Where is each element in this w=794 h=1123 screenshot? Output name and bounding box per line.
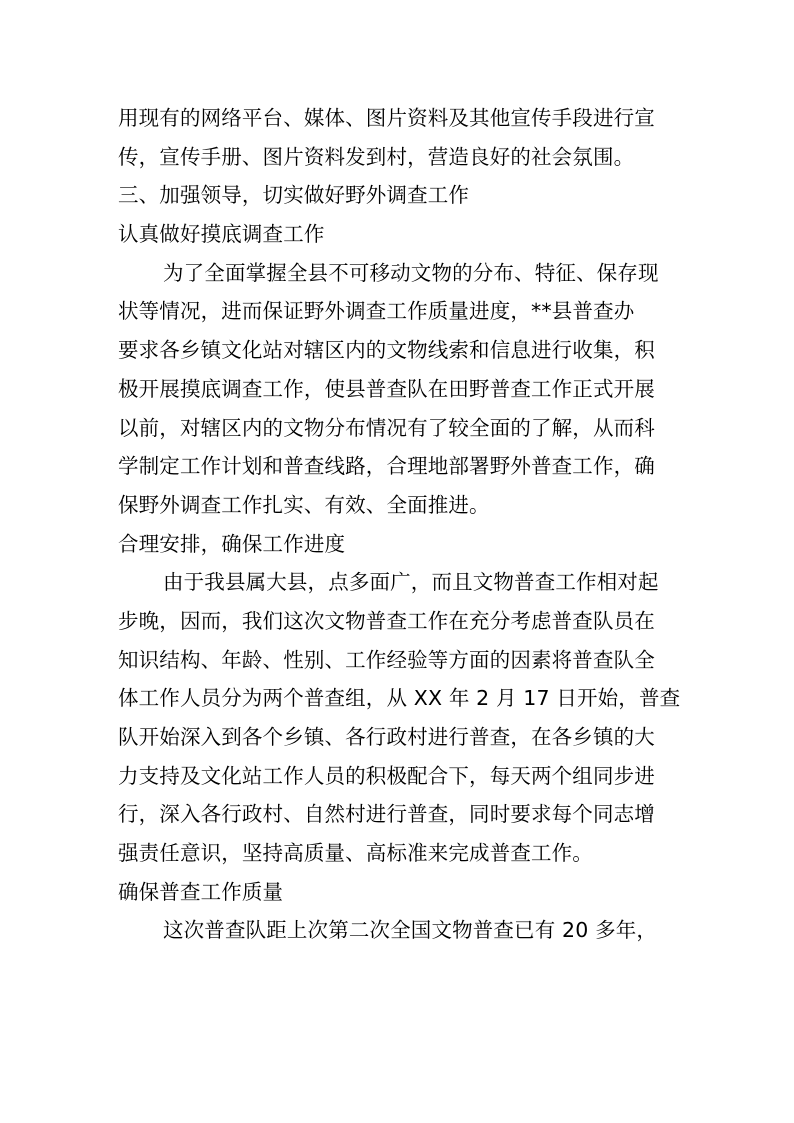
- paragraph-line: 状等情况，进而保证野外调查工作质量进度，**县普查办: [118, 299, 635, 324]
- paragraph-line: 极开展摸底调查工作，使县普查队在田野普查工作正式开展: [118, 376, 655, 401]
- paragraph-line: 步晚，因而，我们这次文物普查工作在充分考虑普查队员在: [118, 608, 655, 633]
- subsection-heading: 认真做好摸底调查工作: [118, 222, 325, 247]
- paragraph-line: 为了全面掌握全县不可移动文物的分布、特征、保存现: [163, 260, 659, 285]
- subsection-heading: 确保普查工作质量: [118, 879, 284, 904]
- paragraph-line: 保野外调查工作扎实、有效、全面推进。: [118, 492, 490, 517]
- section-heading: 三、加强领导，切实做好野外调查工作: [118, 183, 470, 208]
- paragraph-line: 以前，对辖区内的文物分布情况有了较全面的了解，从而科: [118, 415, 655, 440]
- paragraph-line: 队开始深入到各个乡镇、各行政村进行普查，在各乡镇的大: [118, 725, 655, 749]
- document-body: [118, 99, 681, 950]
- paragraph-line: 传，宣传手册、图片资料发到村，营造良好的社会氛围。: [118, 144, 635, 169]
- paragraph-line: 要求各乡镇文化站对辖区内的文物线索和信息进行收集，积: [118, 338, 655, 363]
- paragraph-line: 强责任意识，坚持高质量、高标准来完成普查工作。: [118, 841, 593, 866]
- paragraph-line: 用现有的网络平台、媒体、图片资料及其他宣传手段进行宣: [118, 106, 655, 130]
- paragraph-line: 力支持及文化站工作人员的积极配合下，每天两个组同步进: [118, 763, 655, 788]
- paragraph-line: 体工作人员分为两个普查组，从 XX 年 2 月 17 日开始，普查: [118, 686, 681, 711]
- paragraph-line: 由于我县属大县，点多面广，而且文物普查工作相对起: [163, 570, 659, 595]
- subsection-heading: 合理安排，确保工作进度: [118, 531, 346, 556]
- paragraph-line: 学制定工作计划和普查线路，合理地部署野外普查工作，确: [118, 454, 655, 479]
- paragraph-line: 这次普查队距上次第二次全国文物普查已有 20 多年，: [163, 918, 658, 943]
- paragraph-line: 行，深入各行政村、自然村进行普查，同时要求每个同志增: [118, 802, 655, 827]
- paragraph-line: 知识结构、年龄、性别、工作经验等方面的因素将普查队全: [118, 647, 655, 672]
